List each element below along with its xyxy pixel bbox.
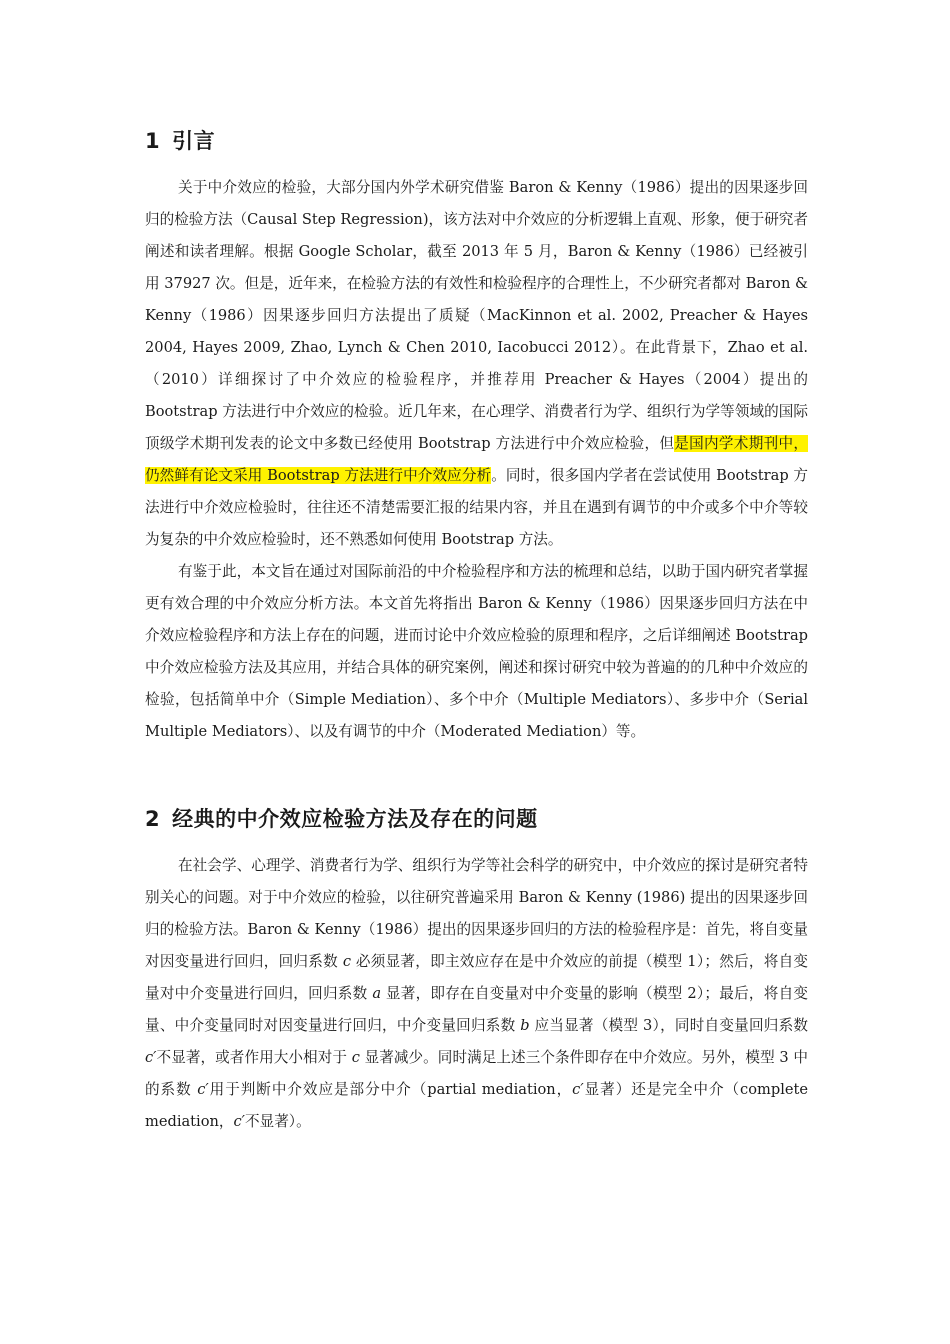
variable-a: a bbox=[372, 985, 382, 1002]
document-page bbox=[145, 118, 808, 1138]
section-1-number: 1 bbox=[145, 129, 161, 153]
paragraph-text: 显著减少。同时满足上述三个条件即存在中介效应。另外，模型 3 中的系数 bbox=[145, 1049, 808, 1098]
paragraph-1-text-a: 关于中介效应的检验，大部分国内外学术研究借鉴 Baron & Kenny（1986）提出的因果逐步回归的检验方法（Causal Step Regression)，该方法对中介效应的分析逻辑上直观、形象，便于研究者阐述和读者理解。根据 Google Scholar，截至 2013 年 5 月，Baron & Kenny（1986）已经被引用 37927 次。但是，近年来，在检验方法的有效性和检验程序的合理性上，不少研究者都对 Baron & Kenny（1986）因果逐步回归方法提出了质疑（MacKinnon et al. 2002, Preacher & Hayes 2004, Hayes 2009, Zhao, Lynch & Chen 2010, Iacobucci 2012）。在此背景下，Zhao et al.（2010）详细探讨了中介效应的检验程序，并推荐用 Preacher & Hayes（2004）提出的 Bootstrap 方法进行中介效应的检验。近几年来，在心理学、消费者行为学、组织行为学等领域的国际顶级学术期刊发表的论文中多数已经使用 Bootstrap 方法进行中介效应检验，但 bbox=[145, 179, 808, 452]
variable-b: b bbox=[520, 1017, 530, 1034]
section-1-body bbox=[145, 172, 808, 748]
section-2-body bbox=[145, 850, 808, 1138]
variable-c-prime: c′ bbox=[572, 1081, 584, 1098]
paragraph-text: 不显著，或者作用大小相对于 bbox=[156, 1049, 352, 1066]
paragraph-text: 不显著）。 bbox=[245, 1113, 311, 1130]
section-2-title: 经典的中介效应检验方法及存在的问题 bbox=[172, 807, 538, 831]
section-1-heading bbox=[145, 120, 808, 162]
paragraph-text: 显著）还是完全中介（complete mediation， bbox=[145, 1081, 808, 1130]
section-1-title: 引言 bbox=[172, 129, 216, 153]
paragraph-text: 应当显著（模型 3），同时自变量回归系数 bbox=[529, 1017, 808, 1034]
variable-c: c bbox=[351, 1049, 360, 1066]
section-2-paragraph-1 bbox=[145, 850, 808, 1138]
paragraph-text: 用于判断中介效应是部分中介（partial mediation， bbox=[208, 1081, 573, 1098]
section-1-paragraph-1 bbox=[145, 172, 808, 556]
variable-c-prime: c′ bbox=[197, 1081, 209, 1098]
variable-c-prime: c′ bbox=[233, 1113, 245, 1130]
paragraph-text: 必须显著，即主效应存在是中介效应的前提（模型 1）；然后，将自变量对中介变量进行回归，回归系数 bbox=[145, 953, 809, 1002]
paragraph-text: 显著，即存在自变量对中介变量的影响（模型 2）；最后，将自变量、中介变量同时对因变量进行回归，中介变量回归系数 bbox=[145, 985, 809, 1034]
highlighted-text: 是国内学术期刊中，仍然鲜有论文采用 Bootstrap 方法进行中介效应分析 bbox=[145, 435, 808, 484]
section-1-paragraph-2: 有鉴于此，本文旨在通过对国际前沿的中介检验程序和方法的梳理和总结，以助于国内研究者掌握更有效合理的中介效应分析方法。本文首先将指出 Baron & Kenny（1986）因果逐步回归方法在中介效应检验程序和方法上存在的问题，进而讨论中介效应检验的原理和程序，之后详细阐述 Bootstrap 中介效应检验方法及其应用，并结合具体的研究案例，阐述和探讨研究中较为普遍的的几种中介效应的检验，包括简单中介（Simple Mediation）、多个中介（Multiple Mediators）、多步中介（Serial Multiple Mediators）、以及有调节的中介（Moderated Mediation）等。 bbox=[145, 563, 808, 740]
variable-c-prime: c′ bbox=[145, 1049, 157, 1066]
section-2-heading bbox=[145, 798, 808, 840]
variable-c: c bbox=[342, 953, 352, 970]
section-2-number: 2 bbox=[145, 807, 161, 831]
paragraph-1-text-b: 。同时，很多国内学者在尝试使用 Bootstrap 方法进行中介效应检验时，往往还不清楚需要汇报的结果内容，并且在遇到有调节的中介或多个中介等较为复杂的中介效应检验时，还不熟悉如何使用 Bootstrap 方法。 bbox=[145, 467, 808, 548]
paragraph-text: 在社会学、心理学、消费者行为学、组织行为学等社会科学的研究中，中介效应的探讨是研究者特别关心的问题。对于中介效应的检验，以往研究普遍采用 Baron & Kenny (1986) 提出的因果逐步回归的检验方法。Baron & Kenny（1986）提出的因果逐步回归的方法的检验程序是：首先，将自变量对因变量进行回归，回归系数 bbox=[145, 857, 808, 970]
